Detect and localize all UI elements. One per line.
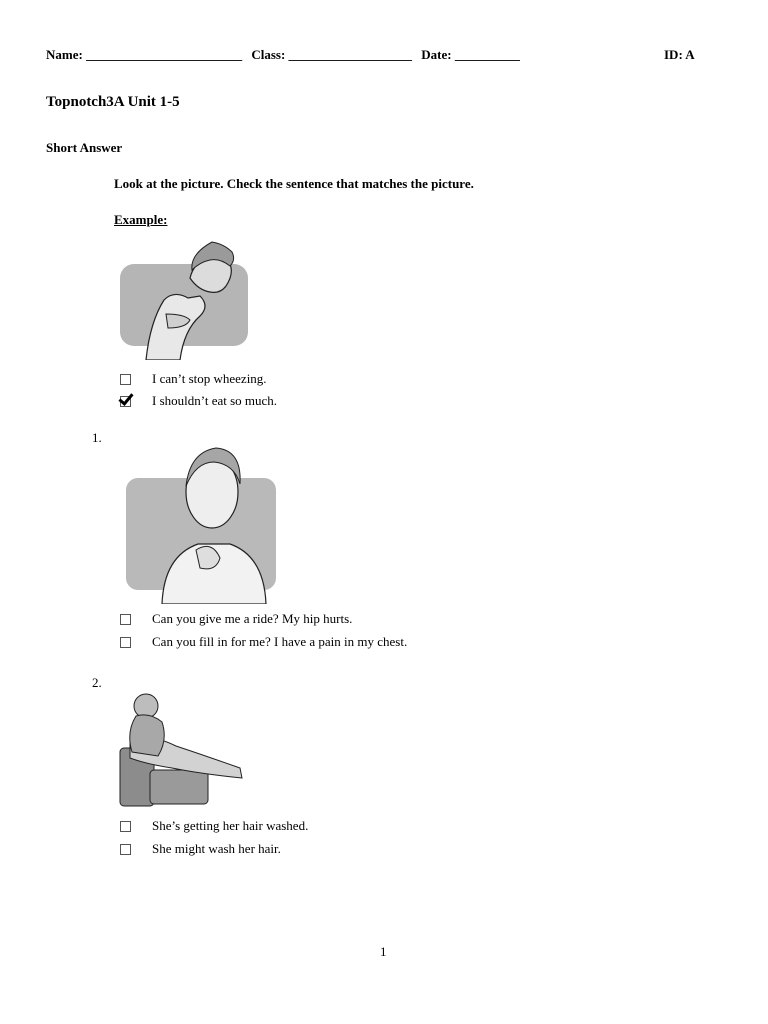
question-2-option-1[interactable] bbox=[120, 818, 308, 834]
option-text: Can you fill in for me? I have a pain in my chest. bbox=[152, 634, 408, 649]
checkbox[interactable] bbox=[120, 821, 131, 832]
header-row bbox=[46, 47, 526, 63]
option-text: She might wash her hair. bbox=[152, 841, 281, 856]
question-number: 2. bbox=[92, 675, 102, 690]
question-2-picture bbox=[116, 692, 254, 810]
checkbox[interactable] bbox=[120, 844, 131, 855]
example-label: Example: bbox=[114, 212, 168, 227]
question-number: 1. bbox=[92, 430, 102, 445]
instruction-text: Look at the picture. Check the sentence that matches the picture. bbox=[114, 176, 474, 191]
checkbox[interactable] bbox=[120, 614, 131, 625]
class-field-label[interactable]: Class: ___________________ bbox=[251, 47, 413, 62]
question-1-option-1[interactable] bbox=[120, 611, 352, 627]
id-label: ID: A bbox=[664, 47, 695, 62]
option-text: I shouldn’t eat so much. bbox=[152, 393, 278, 408]
checkbox[interactable] bbox=[120, 374, 131, 385]
section-heading: Short Answer bbox=[46, 140, 123, 155]
option-text: I can’t stop wheezing. bbox=[152, 371, 267, 386]
checkbox[interactable] bbox=[120, 637, 131, 648]
date-field-label[interactable]: Date: __________ bbox=[421, 47, 520, 62]
checkbox-checked[interactable] bbox=[120, 396, 131, 407]
stylist-figure bbox=[130, 715, 165, 756]
question-1-picture bbox=[124, 446, 280, 604]
question-1-option-2[interactable] bbox=[120, 634, 407, 650]
question-2-option-2[interactable] bbox=[120, 841, 281, 857]
example-option-1[interactable] bbox=[120, 371, 267, 387]
example-option-2[interactable] bbox=[120, 393, 277, 409]
option-text: She’s getting her hair washed. bbox=[152, 818, 309, 833]
example-picture bbox=[118, 238, 250, 360]
page-title: Topnotch3A Unit 1-5 bbox=[46, 94, 180, 110]
name-field-label[interactable]: Name: ________________________ bbox=[46, 47, 243, 62]
option-text: Can you give me a ride? My hip hurts. bbox=[152, 611, 353, 626]
page-number: 1 bbox=[380, 944, 387, 959]
